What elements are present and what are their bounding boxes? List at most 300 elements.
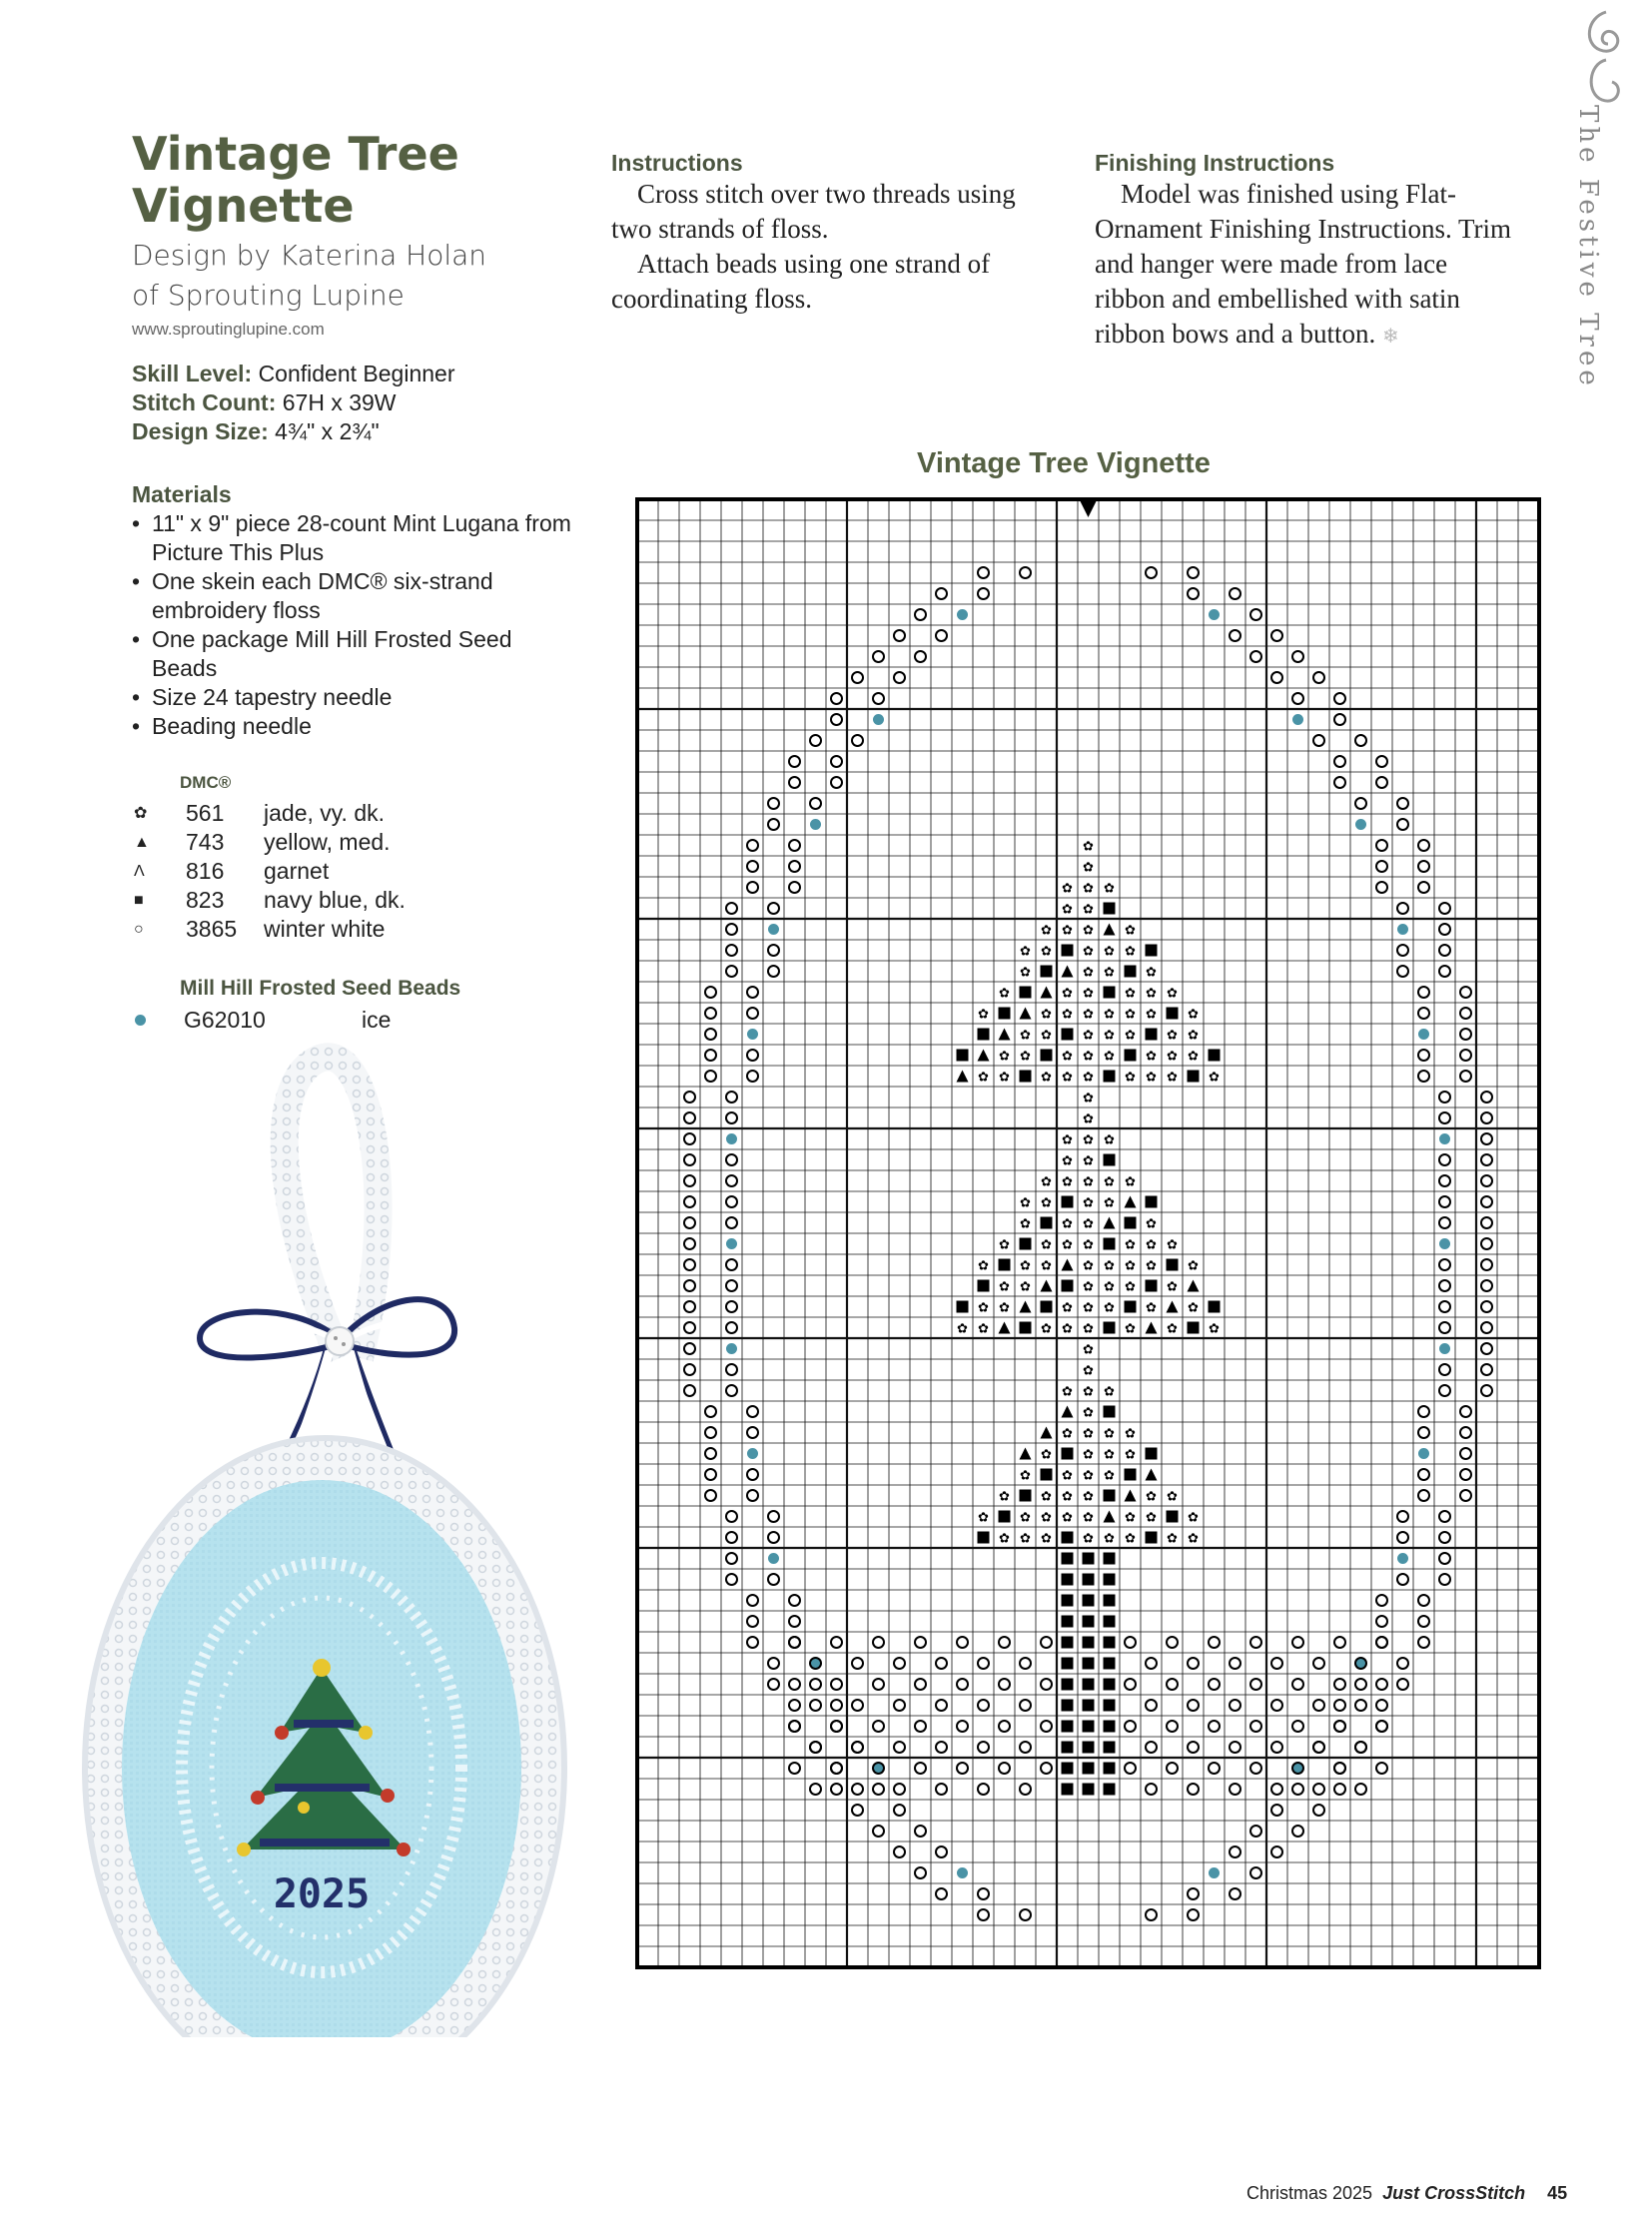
white-stitch-icon [1481,1385,1492,1396]
white-stitch-icon [1376,756,1387,767]
white-stitch-icon [1230,1784,1240,1795]
designer-website: www.sproutinglupine.com [132,320,325,339]
white-stitch-icon [1460,1490,1471,1501]
white-stitch-icon [1439,1092,1450,1103]
jade-stitch-icon: ✿ [1041,1006,1052,1022]
white-stitch-icon [726,1196,737,1207]
white-stitch-icon [1418,1050,1429,1061]
white-stitch-icon [936,1784,947,1795]
white-stitch-icon [1313,672,1324,683]
navy-stitch-icon [1020,1071,1032,1083]
navy-stitch-icon [1104,1071,1116,1083]
white-stitch-icon [873,1637,884,1648]
list-item: • Beading needle [132,712,571,741]
white-stitch-icon [999,1721,1010,1732]
white-stitch-icon [1397,1658,1408,1669]
white-stitch-icon [936,588,947,599]
triangle-symbol-icon: ▲ [134,834,150,851]
white-stitch-icon [936,1847,947,1857]
key-row: ✿ 561 jade, vy. dk. [134,800,386,826]
skill-level: Skill Level: Confident Beginner [132,361,455,386]
white-stitch-icon [1334,1679,1345,1690]
white-stitch-icon [936,1700,947,1711]
white-stitch-icon [1271,1847,1282,1857]
navy-stitch-icon [999,1008,1011,1020]
jade-stitch-icon: ✿ [1104,1383,1115,1399]
jade-stitch-icon: ✿ [1104,1027,1115,1043]
white-stitch-icon [726,1301,737,1312]
white-stitch-icon [1481,1364,1492,1375]
white-stitch-icon [747,882,758,893]
jade-stitch-icon: ✿ [1062,1173,1073,1189]
white-stitch-icon [705,1071,716,1082]
jade-stitch-icon: ✿ [1083,880,1094,896]
white-stitch-icon [1041,1679,1052,1690]
white-stitch-icon [1209,1721,1220,1732]
navy-stitch-icon [1083,1637,1095,1649]
list-item: • Size 24 tapestry needle [132,683,571,712]
bead-icon [726,1238,737,1249]
jade-stitch-icon: ✿ [1083,1299,1094,1315]
yellow-stitch-icon [978,1050,990,1062]
white-stitch-icon [1439,903,1450,914]
white-stitch-icon [1292,1721,1303,1732]
white-stitch-icon [1460,987,1471,998]
jade-stitch-icon: ✿ [1020,1048,1031,1064]
white-stitch-icon [894,1784,905,1795]
white-stitch-icon [1418,1490,1429,1501]
white-stitch-icon [1292,1826,1303,1837]
white-stitch-icon [1355,1784,1366,1795]
white-stitch-icon [1439,1154,1450,1165]
white-stitch-icon [1439,1385,1450,1396]
white-stitch-icon [1146,1742,1157,1753]
jade-stitch-icon: ✿ [1188,1299,1199,1315]
navy-stitch-icon [1146,1196,1158,1208]
white-stitch-icon [894,1658,905,1669]
jade-stitch-icon: ✿ [1041,943,1052,959]
white-stitch-icon [1146,1700,1157,1711]
white-stitch-icon [1167,1721,1178,1732]
white-stitch-icon [936,1658,947,1669]
white-stitch-icon [1188,1784,1199,1795]
white-stitch-icon [747,1469,758,1480]
jade-stitch-icon: ✿ [1083,1194,1094,1210]
jade-stitch-icon: ✿ [1146,1006,1157,1022]
white-stitch-icon [726,1553,737,1564]
white-stitch-icon [810,1784,821,1795]
bead-icon [1397,1553,1408,1564]
white-stitch-icon [1188,1658,1199,1669]
white-stitch-icon [978,1700,989,1711]
white-stitch-icon [1020,1658,1031,1669]
navy-stitch-icon [1062,1763,1074,1775]
navy-stitch-icon [1209,1050,1221,1062]
white-stitch-icon [768,1679,779,1690]
navy-stitch-icon [1146,1029,1158,1041]
bead-icon [1418,1448,1429,1459]
white-stitch-icon [684,1280,695,1291]
white-stitch-icon [915,1826,926,1837]
white-stitch-icon [1313,735,1324,746]
jade-stitch-icon: ✿ [1020,1467,1031,1483]
navy-stitch-icon [1125,1301,1137,1313]
white-stitch-icon [1460,1008,1471,1019]
jade-stitch-icon: ✿ [1083,1362,1094,1378]
white-stitch-icon [999,1763,1010,1774]
white-stitch-icon [936,630,947,641]
white-stitch-icon [726,903,737,914]
white-stitch-icon [1292,1679,1303,1690]
jade-stitch-icon: ✿ [1083,1131,1094,1147]
white-stitch-icon [684,1175,695,1186]
navy-stitch-icon [1083,1742,1095,1754]
navy-stitch-icon [1062,1574,1074,1586]
white-stitch-icon [705,1029,716,1040]
stitch-count: Stitch Count: 67H x 39W [132,389,397,415]
white-stitch-icon [726,1175,737,1186]
white-stitch-icon [1460,1406,1471,1417]
bead-icon [768,1553,779,1564]
jade-stitch-icon: ✿ [1167,1278,1178,1294]
white-stitch-icon [1376,882,1387,893]
navy-stitch-icon [1020,987,1032,999]
white-stitch-icon [747,840,758,851]
white-stitch-icon [789,1637,800,1648]
bead-icon [1355,819,1366,830]
white-stitch-icon [831,756,842,767]
white-stitch-icon [1439,1532,1450,1543]
white-stitch-icon [1313,1742,1324,1753]
navy-stitch-icon [1104,1742,1116,1754]
navy-stitch-icon [1083,1784,1095,1796]
white-stitch-icon [1418,1595,1429,1606]
yellow-stitch-icon [1062,966,1074,978]
white-stitch-icon [831,1679,842,1690]
white-stitch-icon [1271,672,1282,683]
list-item: • 11" x 9" piece 28-count Mint Lugana from Picture This Plus [132,509,571,567]
white-stitch-icon [747,861,758,872]
bead-icon [1418,1029,1429,1040]
yellow-stitch-icon [1041,987,1053,999]
jade-stitch-icon: ✿ [957,1320,968,1336]
navy-stitch-icon [1041,966,1053,978]
white-stitch-icon [1439,945,1450,956]
jade-stitch-icon: ✿ [1167,1236,1178,1252]
navy-stitch-icon [1083,1658,1095,1670]
white-stitch-icon [873,651,884,662]
white-stitch-icon [747,1008,758,1019]
navy-stitch-icon [1146,945,1158,957]
navy-stitch-icon [1083,1616,1095,1628]
navy-stitch-icon [1041,1469,1053,1481]
white-stitch-icon [1167,1637,1178,1648]
white-stitch-icon [726,1154,737,1165]
navy-stitch-icon [1125,1469,1137,1481]
jade-stitch-icon: ✿ [999,1278,1010,1294]
white-stitch-icon [1439,1175,1450,1186]
jade-stitch-icon: ✿ [999,1236,1010,1252]
navy-stitch-icon [1062,1616,1074,1628]
bead-icon [747,1448,758,1459]
white-stitch-icon [1460,1029,1471,1040]
yellow-stitch-icon [999,1029,1011,1041]
jade-stitch-icon: ✿ [1104,1173,1115,1189]
white-stitch-icon [1020,1700,1031,1711]
white-stitch-icon [1230,1658,1240,1669]
white-stitch-icon [915,651,926,662]
jade-stitch-icon: ✿ [1083,1152,1094,1168]
jade-stitch-icon: ✿ [1083,1048,1094,1064]
jade-stitch-icon: ✿ [1209,1069,1220,1085]
navy-stitch-icon [1104,1154,1116,1166]
white-stitch-icon [831,1763,842,1774]
white-stitch-icon [852,1805,863,1816]
white-stitch-icon [1418,1008,1429,1019]
white-stitch-icon [915,1637,926,1648]
white-stitch-icon [684,1259,695,1270]
white-stitch-icon [1481,1196,1492,1207]
white-stitch-icon [1481,1175,1492,1186]
jade-stitch-icon: ✿ [1062,1048,1073,1064]
bead-key-row: G62010 ice [132,1005,391,1035]
white-stitch-icon [789,1616,800,1627]
jade-stitch-icon: ✿ [1062,1425,1073,1441]
white-stitch-icon [768,945,779,956]
white-stitch-icon [873,1679,884,1690]
navy-stitch-icon [1104,1322,1116,1334]
white-stitch-icon [1481,1154,1492,1165]
white-stitch-icon [726,1364,737,1375]
jade-stitch-icon: ✿ [1083,922,1094,938]
white-stitch-icon [1376,1679,1387,1690]
white-stitch-icon [1418,987,1429,998]
white-stitch-icon [768,903,779,914]
jade-stitch-icon: ✿ [1083,1173,1094,1189]
jade-stitch-icon: ✿ [1062,922,1073,938]
jade-stitch-icon: ✿ [1083,1278,1094,1294]
white-stitch-icon [1439,1574,1450,1585]
jade-stitch-icon: ✿ [1083,1257,1094,1273]
white-stitch-icon [1439,1301,1450,1312]
white-stitch-icon [1397,1532,1408,1543]
white-stitch-icon [1397,1679,1408,1690]
white-stitch-icon [1418,882,1429,893]
jade-stitch-icon: ✿ [978,1006,989,1022]
navy-stitch-icon [1125,1050,1137,1062]
jade-stitch-icon: ✿ [1083,943,1094,959]
bead-icon [1439,1238,1450,1249]
white-stitch-icon [1334,693,1345,704]
white-stitch-icon [1230,588,1240,599]
finishing-section [1095,150,1524,355]
white-stitch-icon [1271,1742,1282,1753]
white-stitch-icon [1125,1763,1136,1774]
materials-heading: Materials [132,481,232,507]
jade-stitch-icon: ✿ [1083,901,1094,917]
white-stitch-icon [726,1322,737,1333]
white-stitch-icon [789,1721,800,1732]
navy-stitch-icon [1104,1658,1116,1670]
jade-stitch-icon: ✿ [1083,1215,1094,1231]
bead-icon [957,609,968,620]
white-stitch-icon [1439,1553,1450,1564]
navy-stitch-icon [1188,1322,1200,1334]
white-stitch-icon [789,861,800,872]
navy-stitch-icon [1062,1700,1074,1712]
jade-stitch-icon: ✿ [1041,922,1052,938]
white-stitch-icon [1397,945,1408,956]
white-stitch-icon [789,1679,800,1690]
white-stitch-icon [1334,1637,1345,1648]
jade-stitch-icon: ✿ [1188,1027,1199,1043]
jade-stitch-icon: ✿ [1062,901,1073,917]
jade-stitch-icon: ✿ [1188,1048,1199,1064]
designer-line-2: of Sprouting Lupine [132,279,405,312]
white-stitch-icon [1250,651,1261,662]
jade-stitch-icon: ✿ [999,1488,1010,1504]
white-stitch-icon [1313,1700,1324,1711]
white-stitch-icon [726,1092,737,1103]
jade-stitch-icon: ✿ [1083,1110,1094,1126]
designer-line-1: Design by Katerina Holan [132,239,487,272]
white-stitch-icon [1397,819,1408,830]
jade-stitch-icon: ✿ [1146,1236,1157,1252]
jade-stitch-icon: ✿ [1041,1320,1052,1336]
specs-block [132,360,591,446]
navy-stitch-icon [1062,1784,1074,1796]
jade-stitch-icon: ✿ [1125,1069,1136,1085]
navy-stitch-icon [1104,1763,1116,1775]
white-stitch-icon [789,840,800,851]
navy-stitch-icon [1062,1553,1074,1565]
title-line-1: Vintage Tree [132,127,459,181]
white-stitch-icon [1418,840,1429,851]
white-stitch-icon [1460,1469,1471,1480]
white-stitch-icon [957,1679,968,1690]
white-stitch-icon [810,1679,821,1690]
navy-stitch-icon [1020,1238,1032,1250]
jade-stitch-icon: ✿ [1104,1048,1115,1064]
white-stitch-icon [1418,1637,1429,1648]
white-stitch-icon [1230,1742,1240,1753]
white-stitch-icon [1439,1112,1450,1123]
navy-stitch-icon [1062,1637,1074,1649]
white-stitch-icon [1146,567,1157,578]
white-stitch-icon [768,966,779,977]
jade-stitch-icon: ✿ [1083,1027,1094,1043]
white-stitch-icon [1439,1217,1450,1228]
jade-stitch-icon: ✿ [1083,1509,1094,1525]
jade-stitch-icon: ✿ [1062,1320,1073,1336]
white-stitch-icon [1250,1763,1261,1774]
navy-stitch-icon [1104,1784,1116,1796]
instructions-section [611,150,1061,317]
jade-stitch-icon: ✿ [1125,1446,1136,1462]
white-stitch-icon [705,987,716,998]
navy-stitch-icon [1104,987,1116,999]
white-stitch-icon [810,798,821,809]
white-stitch-icon [1188,1700,1199,1711]
jade-stitch-icon: ✿ [1041,1530,1052,1546]
navy-stitch-icon [1041,1301,1053,1313]
white-stitch-icon [1020,1742,1031,1753]
bead-icon [1439,1343,1450,1354]
white-stitch-icon [726,966,737,977]
jade-stitch-icon: ✿ [1146,1257,1157,1273]
white-stitch-icon [1481,1112,1492,1123]
ornament-photo [70,639,609,2037]
bead-icon [957,1867,968,1878]
bead-icon [768,924,779,935]
jade-stitch-icon: ✿ [1167,1530,1178,1546]
white-stitch-icon [1292,651,1303,662]
pattern-title [132,128,571,232]
white-stitch-icon [1250,1679,1261,1690]
jade-stitch-icon: ✿ [1041,1488,1052,1504]
white-stitch-icon [1439,1322,1450,1333]
jade-stitch-icon: ✿ [1062,1131,1073,1147]
white-stitch-icon [1439,1259,1450,1270]
navy-stitch-icon [1209,1301,1221,1313]
white-stitch-icon [1146,1909,1157,1920]
jade-stitch-icon: ✿ [1104,1257,1115,1273]
white-stitch-icon [789,1700,800,1711]
jade-stitch-icon: ✿ [1041,1236,1052,1252]
white-stitch-icon [1355,798,1366,809]
jade-stitch-icon: ✿ [978,1257,989,1273]
white-stitch-icon [684,1196,695,1207]
white-stitch-icon [768,1532,779,1543]
jade-stitch-icon: ✿ [1020,1530,1031,1546]
white-stitch-icon [1481,1343,1492,1354]
navy-stitch-icon [1167,1008,1179,1020]
white-stitch-icon [831,1700,842,1711]
white-stitch-icon [684,1364,695,1375]
jade-stitch-icon: ✿ [1083,838,1094,854]
white-stitch-icon [1230,1847,1240,1857]
white-stitch-icon [1271,1805,1282,1816]
white-stitch-icon [873,1784,884,1795]
navy-stitch-icon [1062,1742,1074,1754]
white-stitch-icon [1041,1637,1052,1648]
navy-stitch-icon [1062,1595,1074,1607]
navy-stitch-icon [1125,1217,1137,1229]
white-stitch-icon [957,1637,968,1648]
jade-stitch-icon: ✿ [1083,1006,1094,1022]
navy-stitch-icon [1041,1217,1053,1229]
finishing-body: Model was finished using Flat-Ornament Finishing Instructions. Trim and hanger were made from lace ribbon and embellished with satin ribbon bows and a button. ❄ [1095,179,1512,349]
navy-stitch-icon [1104,903,1116,915]
white-stitch-icon [1481,1217,1492,1228]
navy-stitch-icon [1104,1700,1116,1712]
jade-stitch-icon: ✿ [1125,1530,1136,1546]
jade-stitch-icon: ✿ [1125,1257,1136,1273]
white-stitch-icon [684,1238,695,1249]
page-footer [1246,2183,1567,2204]
jade-stitch-icon: ✿ [1020,1278,1031,1294]
jade-stitch-icon: ✿ [1125,922,1136,938]
navy-stitch-icon [1104,1679,1116,1691]
white-stitch-icon [768,1574,779,1585]
navy-stitch-icon [1146,1532,1158,1544]
white-stitch-icon [1376,1763,1387,1774]
jade-stitch-icon: ✿ [1104,1467,1115,1483]
white-stitch-icon [1334,777,1345,788]
white-stitch-icon [1125,1721,1136,1732]
white-stitch-icon [978,567,989,578]
white-stitch-icon [726,1217,737,1228]
